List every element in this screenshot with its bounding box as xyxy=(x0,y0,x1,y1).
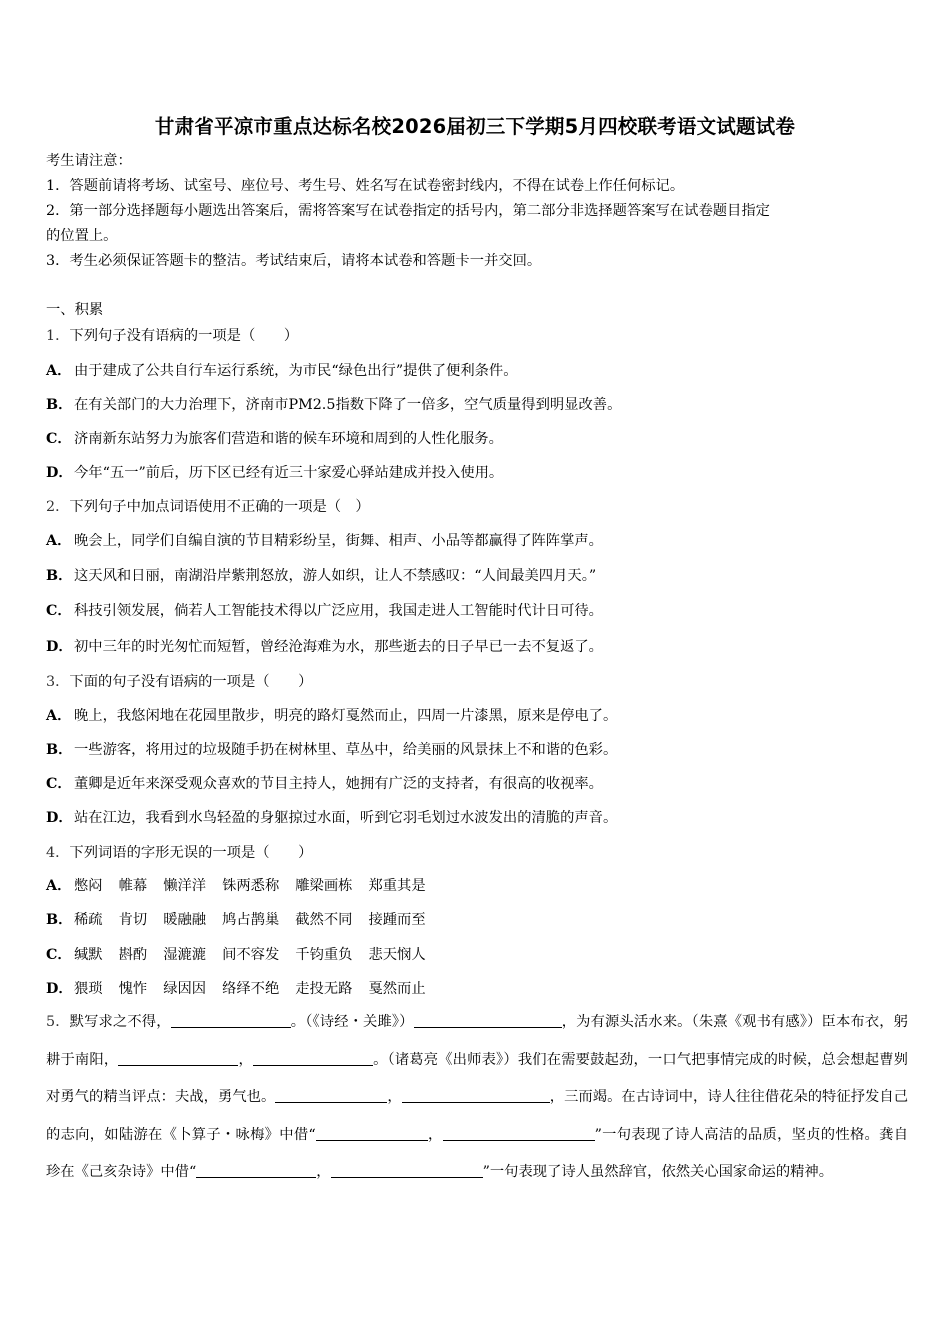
word: 斟酌 xyxy=(118,947,148,963)
word: 铢两悉称 xyxy=(222,878,280,894)
word: 憋闷 xyxy=(74,878,103,894)
option-row[interactable] xyxy=(46,979,442,999)
text-segment: 。（诸葛亮《出师表》）我们在需要鼓起劲，一口气把事情完成的时候，总会想起曹刿对勇气的精当评点：夫战，勇气也。 xyxy=(46,1051,909,1105)
word: 鸠占鹊巢 xyxy=(222,912,280,928)
text-segment: ”一句表现了诗人高洁的品质，坚贞的性格。龚自珍在《己亥杂诗》中借“ xyxy=(46,1126,908,1180)
option-row[interactable] xyxy=(46,531,603,551)
question-number: 3． xyxy=(46,674,70,690)
text-segment: 默写求之不得， xyxy=(69,1014,171,1030)
question-number: 5． xyxy=(46,1014,70,1030)
question-text: 下列句子中加点词语使用不正确的一项是（ ） xyxy=(69,499,370,515)
answer-blank[interactable] xyxy=(414,1013,562,1028)
text-segment: 。（《诗经・关雎》） xyxy=(290,1014,414,1030)
answer-blank[interactable] xyxy=(118,1051,238,1066)
answer-blank[interactable] xyxy=(275,1088,387,1103)
word: 懒洋洋 xyxy=(163,878,207,894)
word: 郑重其是 xyxy=(368,878,426,894)
option-text: 站在江边，我看到水鸟轻盈的身躯掠过水面，听到它羽毛划过水波发出的清脆的声音。 xyxy=(74,810,618,826)
notice-item: 3．考生必须保证答题卡的整洁。考试结束后，请将本试卷和答题卡一并交回。 xyxy=(46,253,542,269)
answer-blank[interactable] xyxy=(331,1163,483,1178)
text-segment: ， xyxy=(238,1051,253,1068)
section-heading: 一、积累 xyxy=(46,302,104,318)
option-row[interactable] xyxy=(46,945,442,965)
word: 走投无路 xyxy=(295,981,353,997)
answer-blank[interactable] xyxy=(316,1126,428,1141)
option-letter: A． xyxy=(46,878,72,894)
option-letter: B． xyxy=(46,568,73,584)
option-text: 晚会上，同学们自编自演的节目精彩纷呈，街舞、相声、小品等都赢得了阵阵掌声。 xyxy=(74,533,603,549)
option-text: 晚上，我悠闲地在花园里散步，明亮的路灯戛然而止，四周一片漆黑，原来是停电了。 xyxy=(74,708,618,724)
word: 猥琐 xyxy=(74,981,103,997)
option-letter: A． xyxy=(46,533,72,549)
option-text: 今年“五一”前后，历下区已经有近三十家爱心驿站建成并投入使用。 xyxy=(74,465,504,481)
answer-blank[interactable] xyxy=(171,1013,291,1028)
option-text: 初中三年的时光匆忙而短暂，曾经沧海难为水，那些逝去的日子早已一去不复返了。 xyxy=(74,639,603,655)
option-row[interactable] xyxy=(46,706,617,726)
option-letter: D． xyxy=(46,810,73,826)
word: 稀疏 xyxy=(74,912,103,928)
option-letter: B． xyxy=(46,742,73,758)
option-letter: C． xyxy=(46,603,72,619)
word: 肯切 xyxy=(118,912,148,928)
option-letter: C． xyxy=(46,947,72,963)
notice-item: 2．第一部分选择题每小题选出答案后，需将答案写在试卷指定的括号内，第二部分非选择题答案写在试卷题目指定 xyxy=(46,203,770,219)
text-segment: ， xyxy=(387,1089,402,1105)
option-letter: C． xyxy=(46,776,72,792)
question-stem xyxy=(46,497,370,517)
question-number: 4． xyxy=(46,845,70,861)
answer-blank[interactable] xyxy=(196,1163,316,1178)
word: 缄默 xyxy=(74,947,103,963)
option-row[interactable] xyxy=(46,910,442,930)
page-title: 甘肃省平凉市重点达标名校2026届初三下学期5月四校联考语文试题试卷 xyxy=(154,115,796,138)
word: 戛然而止 xyxy=(368,981,426,997)
option-row[interactable] xyxy=(46,740,617,760)
question-number: 1． xyxy=(46,328,70,344)
word: 悲天悯人 xyxy=(368,947,426,963)
option-row[interactable] xyxy=(46,395,621,415)
answer-blank[interactable] xyxy=(443,1126,595,1141)
option-row[interactable] xyxy=(46,876,442,896)
word: 间不容发 xyxy=(222,947,280,963)
option-row[interactable] xyxy=(46,361,518,381)
text-segment: ”一句表现了诗人虽然辞官，依然关心国家命运的精神。 xyxy=(482,1164,834,1180)
notice-heading: 考生请注意： xyxy=(46,153,132,169)
text-segment: ， xyxy=(427,1126,443,1143)
option-text: 科技引领发展，倘若人工智能技术得以广泛应用，我国走进人工智能时代计日可待。 xyxy=(74,603,603,619)
word: 愧怍 xyxy=(118,981,148,997)
option-row[interactable] xyxy=(46,774,603,794)
question-5-paragraph xyxy=(46,1004,908,1192)
option-row[interactable] xyxy=(46,808,617,828)
option-text: 由于建成了公共自行车运行系统，为市民“绿色出行”提供了便利条件。 xyxy=(74,363,518,379)
option-row[interactable] xyxy=(46,463,503,483)
answer-blank[interactable] xyxy=(253,1051,373,1066)
option-letter: D． xyxy=(46,639,73,655)
word: 帷幕 xyxy=(118,878,148,894)
option-letter: D． xyxy=(46,981,73,997)
question-stem xyxy=(46,672,312,692)
text-segment: ， xyxy=(316,1164,331,1180)
option-row[interactable] xyxy=(46,566,596,586)
option-letter: D． xyxy=(46,465,73,481)
word: 雕梁画栋 xyxy=(295,878,353,894)
text-segment: ，为有源头活水来。（朱熹《观书有感》）臣本布衣，躬耕于南阳， xyxy=(46,1014,908,1068)
option-text: 一些游客，将用过的垃圾随手扔在树林里、草丛中，给美丽的风景抹上不和谐的色彩。 xyxy=(74,742,618,758)
word: 接踵而至 xyxy=(368,912,426,928)
question-stem xyxy=(46,326,298,346)
word: 暖融融 xyxy=(163,912,207,928)
option-letter: A． xyxy=(46,363,72,379)
option-row[interactable] xyxy=(46,429,503,449)
word: 截然不同 xyxy=(295,912,353,928)
question-stem xyxy=(46,843,312,863)
option-text: 这天风和日丽，南湖沿岸紫荆怒放，游人如织，让人不禁感叹：“人间最美四月天。” xyxy=(74,568,597,584)
question-number: 2． xyxy=(46,499,70,515)
word: 络绎不绝 xyxy=(222,981,280,997)
option-letter: C． xyxy=(46,431,72,447)
option-text: 济南新东站努力为旅客们营造和谐的候车环境和周到的人性化服务。 xyxy=(74,431,503,447)
answer-blank[interactable] xyxy=(402,1088,550,1103)
notice-item: 的位置上。 xyxy=(46,228,118,244)
question-text: 下列词语的字形无误的一项是（ ） xyxy=(69,845,313,861)
word: 千钧重负 xyxy=(295,947,353,963)
question-text: 下面的句子没有语病的一项是（ ） xyxy=(69,674,313,690)
option-text: 在有关部门的大力治理下，济南市PM2.5指数下降了一倍多，空气质量得到明显改善。 xyxy=(74,397,622,413)
option-text: 董卿是近年来深受观众喜欢的节目主持人，她拥有广泛的支持者，有很高的收视率。 xyxy=(74,776,603,792)
option-row[interactable] xyxy=(46,637,603,657)
text-segment: ，三而竭。在古诗词中，诗人往往借花朵的特征抒发自己的志向，如陆游在《卜算子・咏梅》中借“ xyxy=(46,1089,909,1143)
notice-item: 1．答题前请将考场、试室号、座位号、考生号、姓名写在试卷密封线内，不得在试卷上作任何标记。 xyxy=(46,178,685,194)
option-letter: B． xyxy=(46,912,73,928)
question-text: 下列句子没有语病的一项是（ ） xyxy=(69,328,299,344)
option-row[interactable] xyxy=(46,601,603,621)
option-letter: B． xyxy=(46,397,73,413)
word: 湿漉漉 xyxy=(163,947,207,963)
option-letter: A． xyxy=(46,708,72,724)
word: 绿因因 xyxy=(163,981,207,997)
